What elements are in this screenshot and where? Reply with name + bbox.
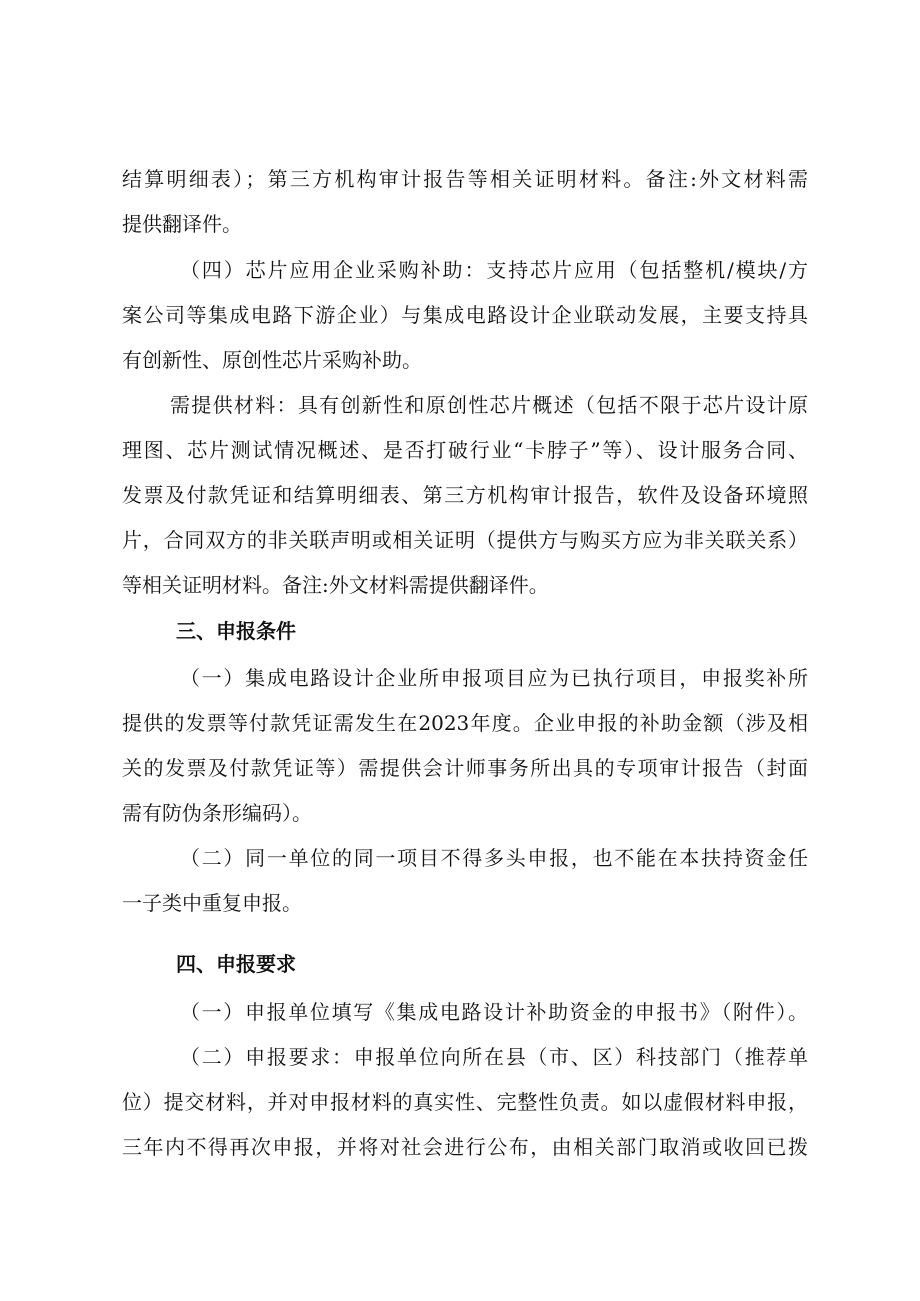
paragraph-line: 发票及付款凭证和结算明细表、第三方机构审计报告，软件及设备环境照 <box>122 483 808 507</box>
paragraph-line: 位）提交材料，并对申报材料的真实性、完整性负责。如以虚假材料申报， <box>122 1090 808 1114</box>
section-heading-3: 三、申报条件 <box>176 619 296 643</box>
paragraph-line: 案公司等集成电路下游企业）与集成电路设计企业联动发展，主要支持具 <box>122 303 808 327</box>
paragraph-line: 提供的发票等付款凭证需发生在2023年度。企业申报的补助金额（涉及相 <box>122 711 808 735</box>
paragraph-line: 结算明细表）；第三方机构审计报告等相关证明材料。备注:外文材料需 <box>122 167 808 191</box>
paragraph-line: （一）集成电路设计企业所申报项目应为已执行项目，申报奖补所 <box>180 666 808 690</box>
paragraph-line: （一）申报单位填写《集成电路设计补助资金的申报书》（附件）。 <box>180 1000 808 1024</box>
paragraph-line: 关的发票及付款凭证等）需提供会计师事务所出具的专项审计报告（封面 <box>122 756 808 780</box>
paragraph-line: 片，合同双方的非关联声明或相关证明（提供方与购买方应为非关联关系） <box>122 528 808 552</box>
paragraph-line: 需提供材料：具有创新性和原创性芯片概述（包括不限于芯片设计原 <box>170 393 808 417</box>
paragraph-line: （四）芯片应用企业采购补助：支持芯片应用（包括整机/模块/方 <box>180 258 808 282</box>
paragraph-line: 提供翻译件。 <box>122 212 242 236</box>
paragraph-line: （二）申报要求：申报单位向所在县（市、区）科技部门（推荐单 <box>180 1045 808 1069</box>
paragraph-line: 有创新性、原创性芯片采购补助。 <box>122 348 422 372</box>
paragraph-line: 等相关证明材料。备注:外文材料需提供翻译件。 <box>122 573 549 597</box>
paragraph-line: 理图、芯片测试情况概述、是否打破行业“卡脖子”等）、设计服务合同、 <box>122 438 808 462</box>
paragraph-line: （二）同一单位的同一项目不得多头申报，也不能在本扶持资金任 <box>180 846 808 870</box>
paragraph-line: 一子类中重复申报。 <box>122 891 302 915</box>
paragraph-line: 三年内不得再次申报，并将对社会进行公布，由相关部门取消或收回已拨 <box>122 1135 808 1159</box>
paragraph-line: 需有防伪条形编码）。 <box>122 801 312 825</box>
section-heading-4: 四、申报要求 <box>176 952 296 976</box>
